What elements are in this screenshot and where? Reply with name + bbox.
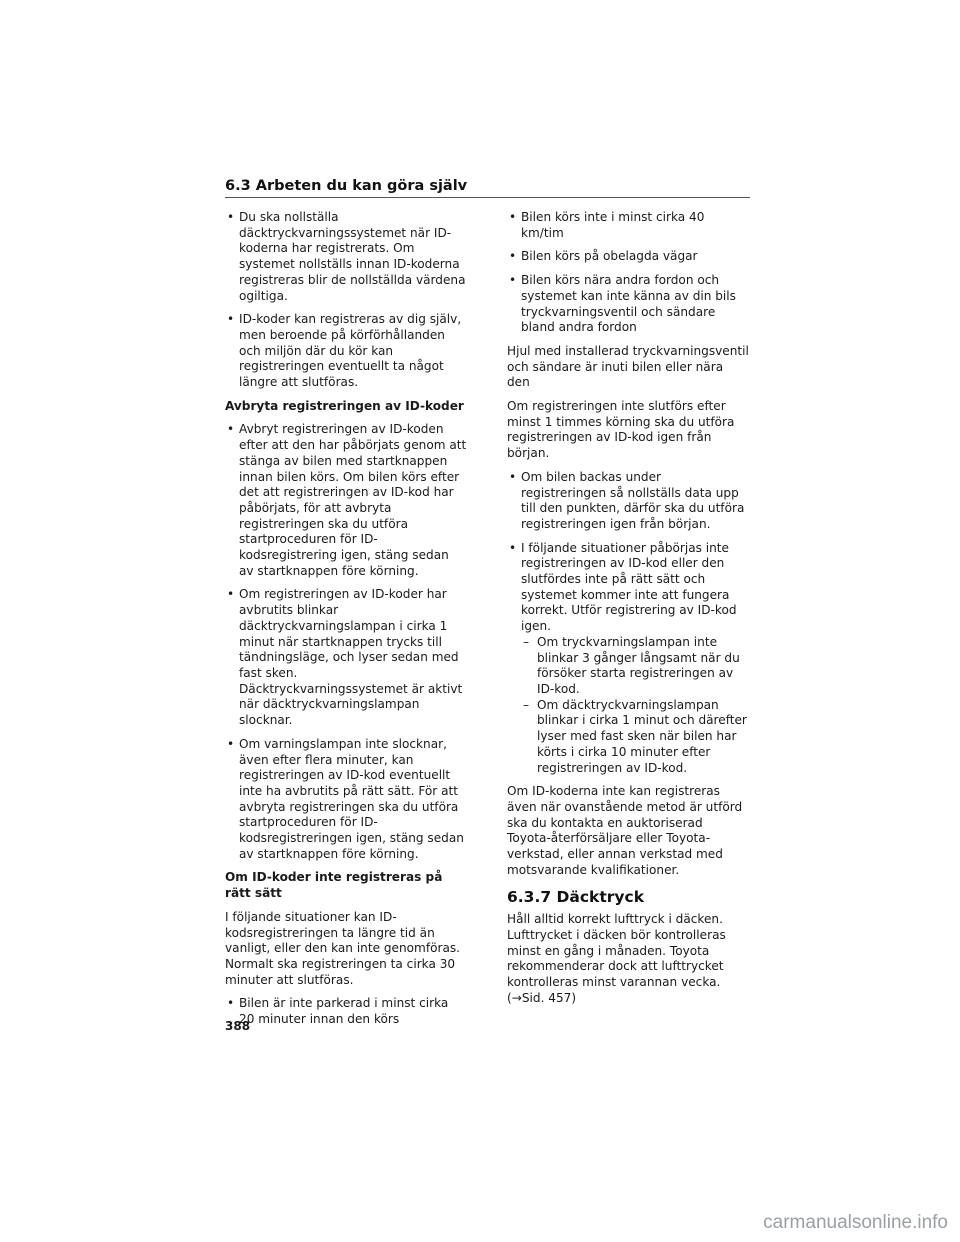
bullet-item: • Bilen körs på obelagda vägar	[507, 249, 749, 265]
sub-item: – Om däcktryckvarningslampan blinkar i cirka 1 minut och därefter lyser med fast sken när bilen har körts i cirka 10 minuter efter registreringen av ID-kod.	[521, 698, 749, 777]
bullet-item-with-subitems	[507, 541, 749, 777]
bullet-item: • Du ska nollställa däcktryckvarningssystemet när ID-koderna har registrerats. Om systemet nollställs innan ID-koderna registreras blir de nollställda värdena ogiltiga.	[225, 210, 467, 304]
bullet-item: • Bilen körs inte i minst cirka 40 km/tim	[507, 210, 749, 241]
section-heading: 6.3.7 Däcktryck	[507, 888, 645, 907]
subheading: Om ID-koder inte registreras på rätt sätt	[225, 870, 443, 901]
paragraph: Om registreringen inte slutförs efter minst 1 timmes körning ska du utföra registreringen av ID-kod igen från början.	[507, 399, 735, 461]
bullet-item: • Om varningslampan inte slocknar, även efter flera minuter, kan registreringen av ID-kod eventuellt inte ha avbrutits på rätt sätt. För att avbryta registreringen ska du utföra startproceduren för ID-kodsregistreringen igen, stäng sedan av startknappen före körning.	[225, 737, 467, 863]
bullet-item: • Om registreringen av ID-koder har avbrutits blinkar däcktryckvarningslampan i cirka 1 minut när startknappen trycks till tändningsläge, och lyser sedan med fast sken. Däcktryckvarningssystemet är aktivt när däcktryckvarningslampan slocknar.	[225, 587, 467, 728]
left-column	[225, 210, 467, 1036]
paragraph: Hjul med installerad tryckvarningsventil och sändare är inuti bilen eller nära den	[507, 343, 749, 390]
section-title: 6.3 Arbeten du kan göra själv	[225, 178, 468, 194]
page-number: 388	[225, 1019, 251, 1033]
watermark: carmanualsonline.info	[763, 1212, 948, 1233]
subheading: Avbryta registreringen av ID-koder	[225, 398, 464, 413]
paragraph: Om ID-koderna inte kan registreras även när ovanstående metod är utförd ska du kontakta en auktoriserad Toyota-återförsäljare eller Toyota-verkstad, eller annan verkstad med motsvarande kvalifikationer.	[507, 784, 743, 877]
bullet-item: • Bilen körs nära andra fordon och systemet kan inte känna av din bils tryckvarningsventil och sändare bland andra fordon	[507, 273, 749, 336]
paragraph: I följande situationer kan ID-kodsregistreringen ta längre tid än vanligt, eller den kan inte genomföras. Normalt ska registreringen ta cirka 30 minuter att slutföras.	[225, 909, 461, 987]
page-header	[225, 178, 750, 198]
paragraph: Håll alltid korrekt lufttryck i däcken. Lufttrycket i däcken bör kontrolleras minst en gång i månaden. Toyota rekommenderar dock att lufttrycket kontrolleras minst varannan vecka. (→Sid. 457)	[507, 912, 726, 1005]
bullet-item: • Bilen är inte parkerad i minst cirka 20 minuter innan den körs	[225, 996, 467, 1027]
bullet-item: • Om bilen backas under registreringen så nollställs data upp till den punkten, därför ska du utföra registreringen igen från början.	[507, 470, 749, 533]
bullet-item: • ID-koder kan registreras av dig själv, men beroende på körförhållanden och miljön där du kör kan registreringen eventuellt ta något längre att slutföras.	[225, 312, 467, 391]
bullet-item-text: • I följande situationer påbörjas inte registreringen av ID-kod eller den slutfördes inte på rätt sätt och systemet kommer inte att fungera korrekt. Utför registrering av ID-kod igen.	[521, 540, 737, 634]
bullet-item: • Avbryt registreringen av ID-koden efter att den har påbörjats genom att stänga av bilen med startknappen innan bilen körs. Om bilen körs efter det att registreringen av ID-kod har påbörjats, för att avbryta registreringen ska du utföra startproceduren för ID-kodsregistrering igen, stäng sedan av startknappen före körning.	[225, 422, 467, 579]
sub-item: – Om tryckvarningslampan inte blinkar 3 gånger långsamt när du försöker starta registreringen av ID-kod.	[521, 635, 749, 698]
right-column	[507, 210, 749, 1014]
